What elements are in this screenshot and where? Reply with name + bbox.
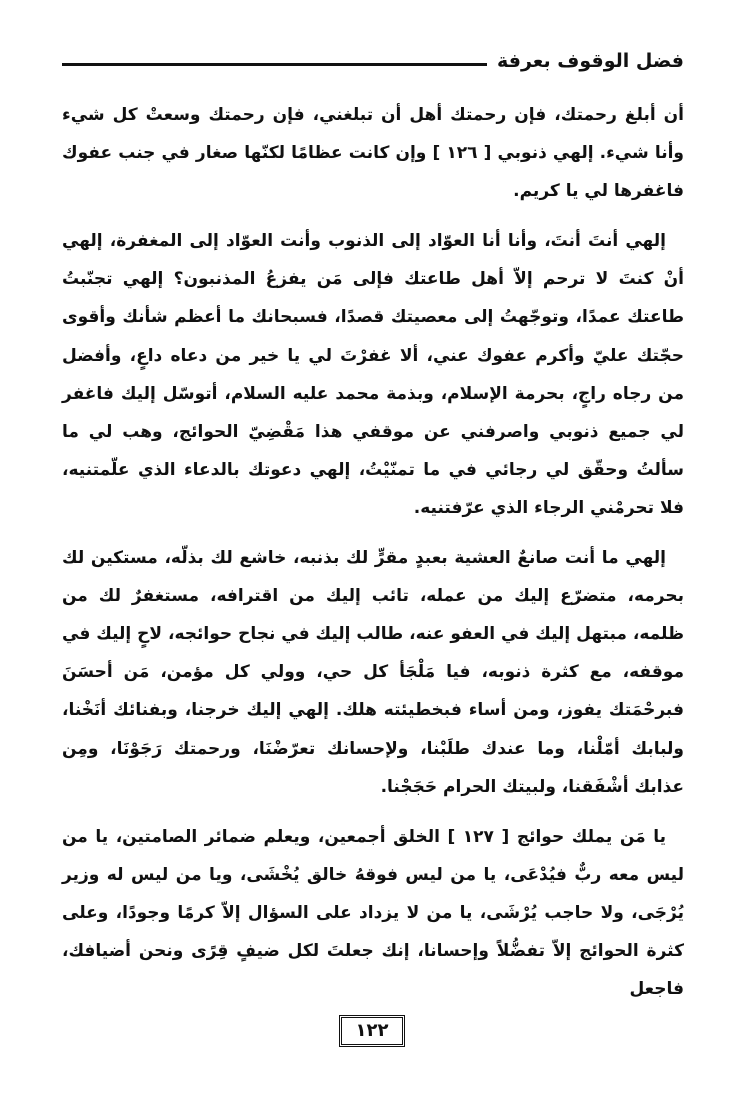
paragraph-4: يا مَن يملك حوائج [ ١٢٧ ] الخلق أجمعين، ويعلم ضمائر الصامتين، يا من ليس معه ربٌّ فيُدْعَى، يا من ليس فوقهُ خالق يُخْشَى، ويا من ليس له وزير يُرْجَى، ولا حاجب يُرْشَى، يا من لا يزداد على السؤال إلاّ كرمًا وجودًا، وعلى كثرة الحوائج إلاّ تفضُّلاً وإحسانا، إنك جعلتَ لكل ضيفٍ قِرًى ونحن أضيافك، فاجعل (62, 826, 684, 1000)
header-title: فضل الوقوف بعرفة (487, 46, 684, 76)
paragraph-2: إلهي أنتَ أنتَ، وأنا أنا العوّاد إلى الذنوب وأنت العوّاد إلى المغفرة، إلهي أنْ كنتَ لا ترحم إلاّ أهل طاعتك فإلى مَن يفزعُ المذنبون؟ إلهي تجنّبتُ طاعتك عمدًا، وتوجّهتُ إلى معصيتك قصدًا، فسبحانك ما أعظم شأنك وأقوى حجّتك عليّ وأكرم عفوك عني، ألا غفرْتَ لي يا خير من دعاه داعٍ، وأفضل من رجاه راجٍ، بحرمة الإسلام، وبذمة محمد عليه السلام، أتوسّل إليك فاغفر لي جميع ذنوبي واصرفني عن موقفي هذا مَقْضِيّ الحوائج، وهب لي ما سألتُ وحقّق لي رجائي في ما تمنّيْتُ، إلهي دعوتك بالدعاء الذي علّمتنيه، فلا تحرمْني الرجاء الذي عرّفتنيه. (62, 231, 684, 518)
paragraph-3: إلهي ما أنت صانعٌ العشية بعبدٍ مقرٍّ لك بذنبه، خاشع لك بذلّه، مستكين لك بحرمه، متضرّع إليك من عمله، تائب إليك من اقترافه، مستغفرٌ لك من ظلمه، مبتهل إليك في العفو عنه، طالب إليك في نجاح حوائجه، لاحٍ إليك في موقفه، مع كثرة ذنوبه، فيا مَلْجَأ كل حي، وولي كل مؤمن، مَن أحسَنَ فبرحْمَتك يفوز، ومن أساء فبخطيئته هلك. إلهي إليك خرجنا، وبفنائك أنَخْنا، ولبابك أمّلْنا، وما عندك طلَبْنا، ولإحسانك تعرّضْنَا، ورحمتك رَجَوْنَا، ومِن عذابك أشْفَقنا، ولبيتك الحرام حَجَجْنا. (62, 548, 684, 797)
page-number: ١٢٢ (339, 1015, 405, 1047)
body-text (62, 96, 684, 1008)
running-header (62, 46, 684, 76)
paragraph-1: أن أبلغ رحمتك، فإن رحمتك أهل أن تبلغني، فإن رحمتك وسعتْ كل شيء وأنا شيء. إلهي ذنوبي [ ١٢٦ ] وإن كانت عظامًا لكنّها صغار في جنب عفوك فاغفرها لي يا كريم. (62, 105, 684, 202)
